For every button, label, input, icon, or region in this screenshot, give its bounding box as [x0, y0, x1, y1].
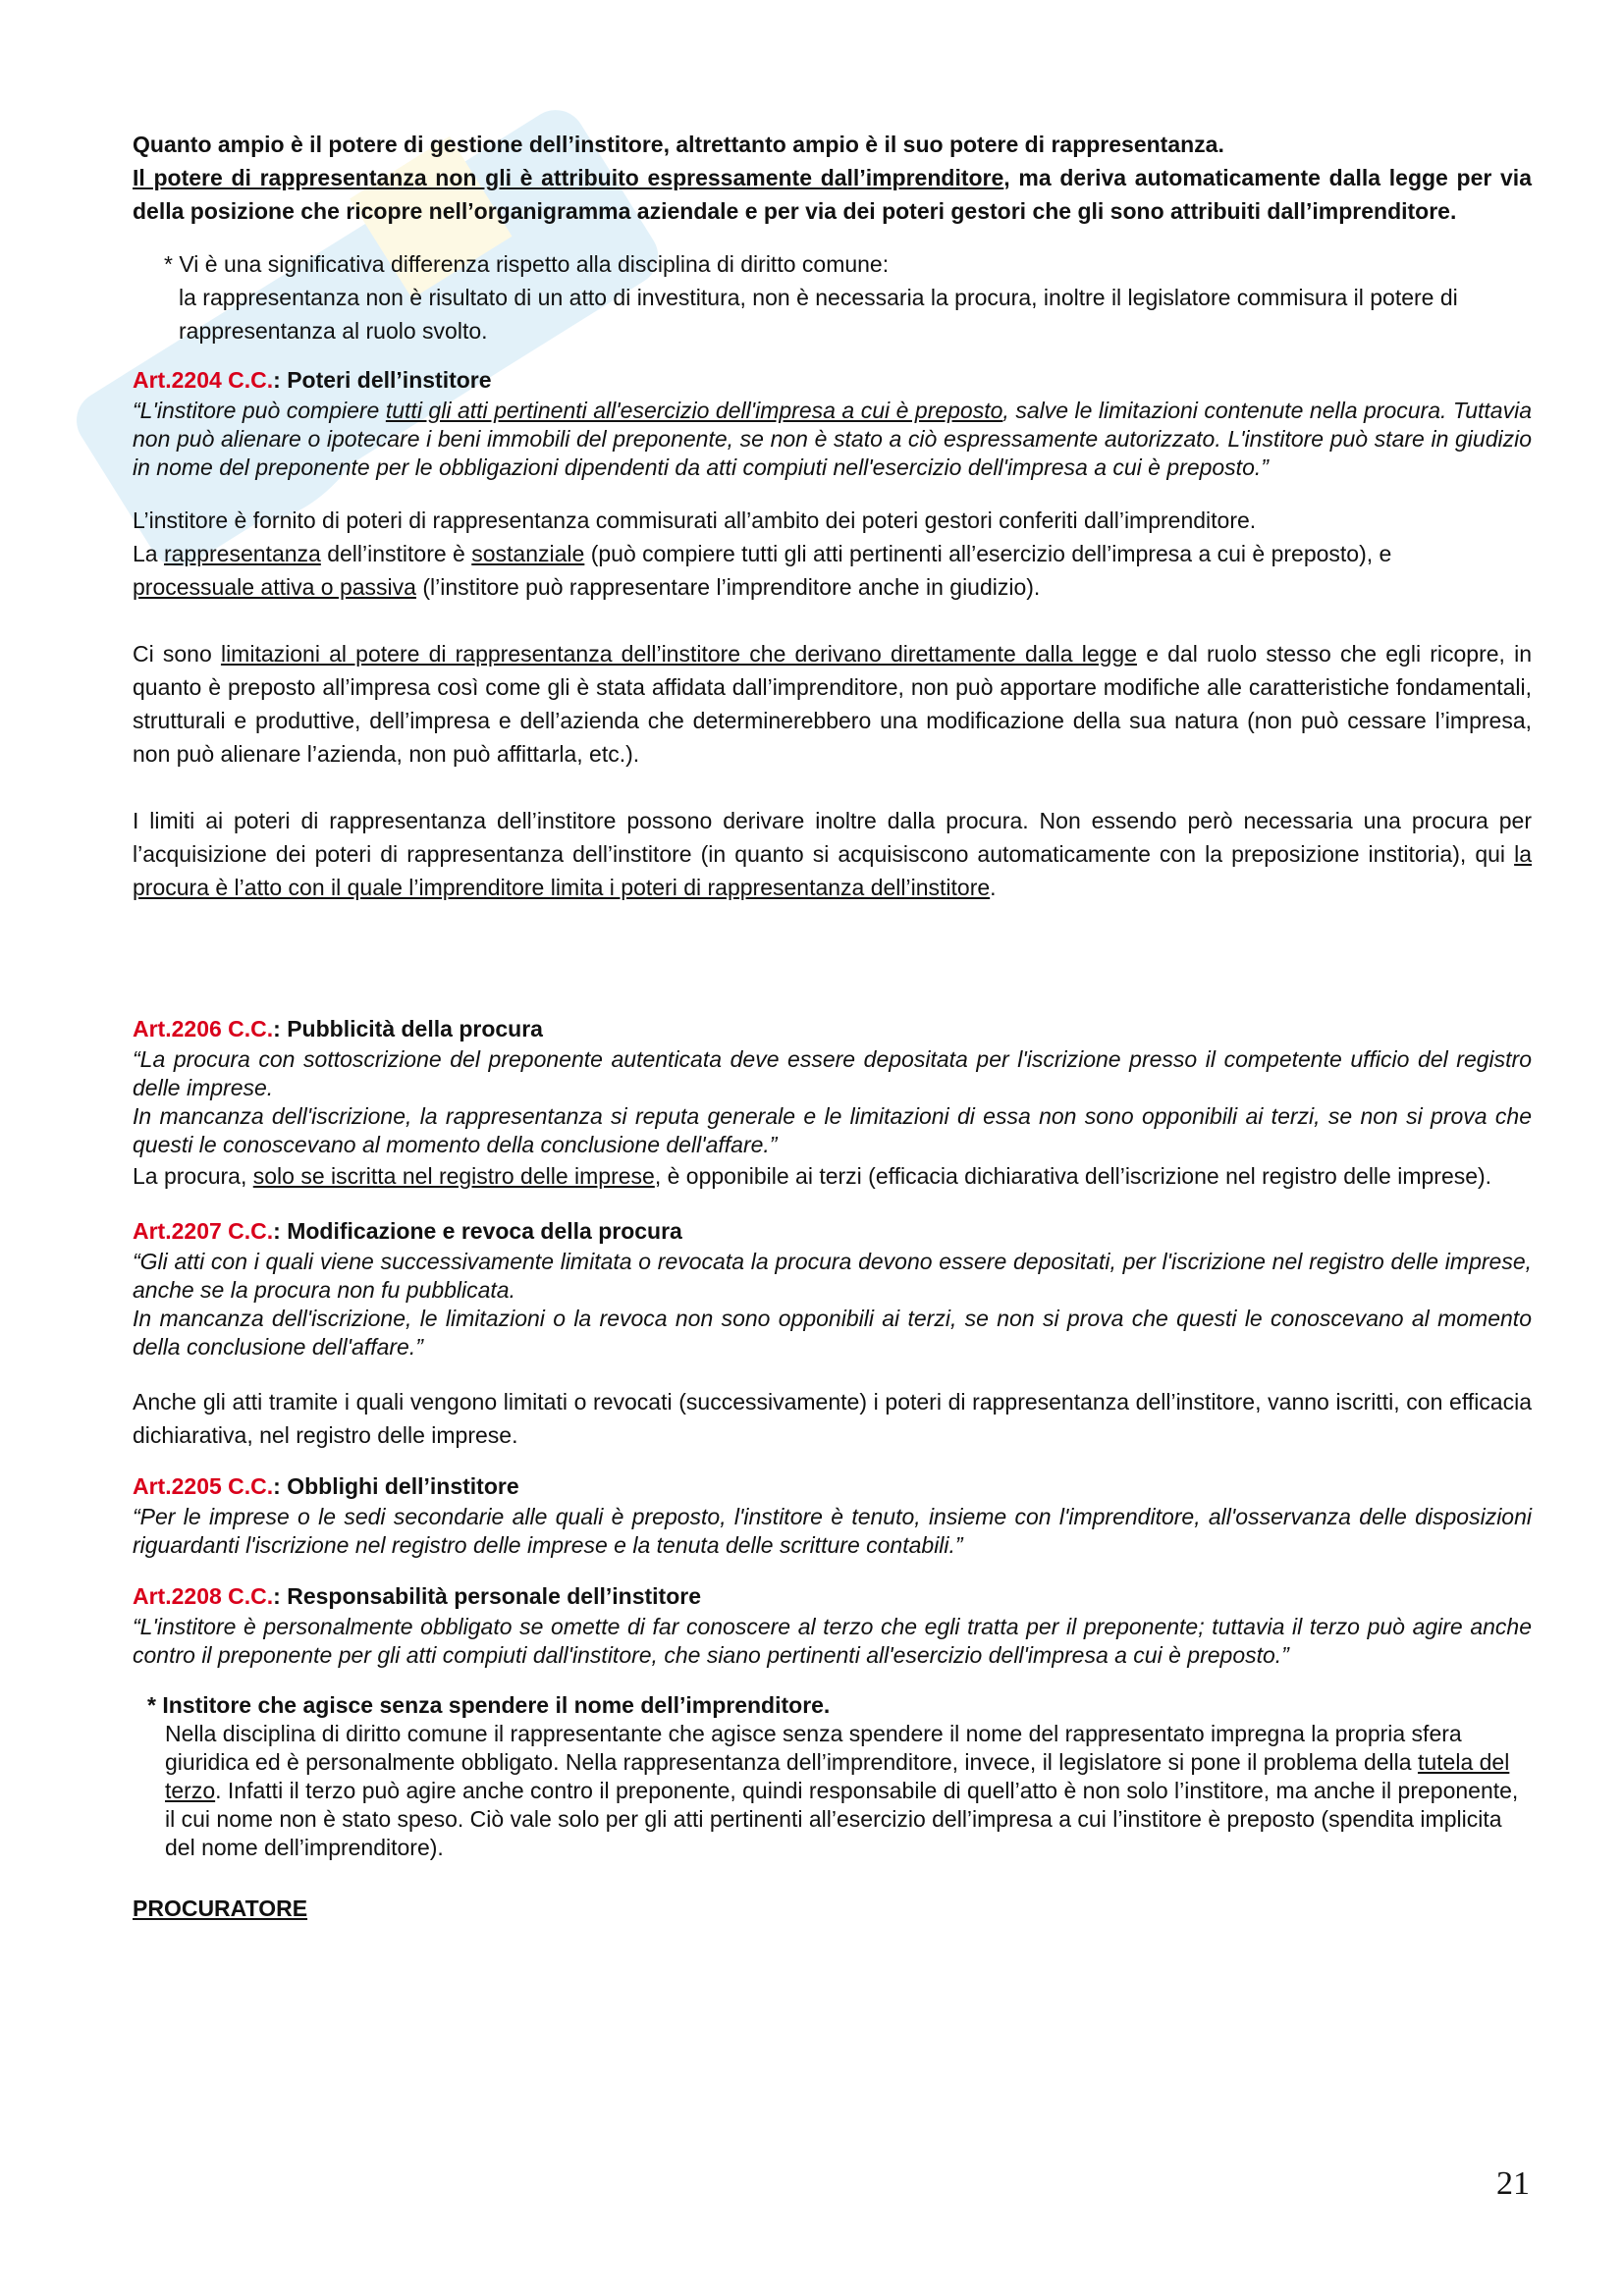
note-diritto-comune: * Vi è una significativa differenza rispetto alla disciplina di diritto comune: la rappresentanza non è risultato di un atto di investitura, non è necessaria la procura, inoltre il legislatore commisura il potere di rappresentanza al ruolo svolto.: [164, 251, 1458, 344]
page-content: [133, 128, 1532, 1925]
page-number: 21: [1496, 2165, 1530, 2202]
art2207-paragraph: Anche gli atti tramite i quali vengono limitati o revocati (successivamente) i poteri di rappresentanza dell’institore, vanno iscritti, con efficacia dichiarativa, nel registro delle imprese.: [133, 1389, 1532, 1448]
art2206-paragraph: La procura, solo se iscritta nel registro delle imprese, è opponibile ai terzi (efficacia dichiarativa dell’iscrizione nel registro delle imprese).: [133, 1163, 1492, 1189]
procuratore-heading: PROCURATORE: [133, 1896, 308, 1921]
art2204-p4: I limiti ai poteri di rappresentanza dell’institore possono derivare inoltre dalla procura. Non essendo però necessaria una procura per l’acquisizione dei poteri di rappresentanza dell’institore (in quanto si acquisiscono automaticamente con la preposizione institoria), qui la procura è l’atto con il quale l’imprenditore limita i poteri di rappresentanza dell’institore.: [133, 808, 1532, 900]
art2207-quote-2: In mancanza dell'iscrizione, le limitazioni o la revoca non sono opponibili ai terzi, se non si prova che questi le conoscevano al momento della conclusione dell'affare.”: [133, 1306, 1532, 1360]
note-institore: * Institore che agisce senza spendere il nome dell’imprenditore. Nella disciplina di diritto comune il rappresentante che agisce senza spendere il nome del rappresentato impregna la propria sfera giuridica ed è personalmente obbligato. Nella rappresentanza dell’imprenditore, invece, il legislatore si pone il problema della tutela del terzo. Infatti il terzo può agire anche contro il preponente, quindi responsabile di quell’atto è non solo l’institore, ma anche il preponente, il cui nome non è stato speso. Ciò vale solo per gli atti pertinenti all’esercizio dell’impresa a cui l’institore è preposto (spendita implicita del nome dell’imprenditore).: [147, 1692, 1519, 1860]
intro-paragraph: Il potere di rappresentanza non gli è attribuito espressamente dall’imprenditore, ma deriva automaticamente dalla legge per via della posizione che ricopre nell’organigramma aziendale e per via dei poteri gestori che gli sono attribuiti dall’imprenditore.: [133, 165, 1532, 224]
art2204-p1: L’institore è fornito di poteri di rappresentanza commisurati all’ambito dei poteri gestori conferiti dall’imprenditore.: [133, 507, 1257, 533]
art2207-heading: Art.2207 C.C.: Modificazione e revoca della procura: [133, 1218, 682, 1244]
intro-line-1: Quanto ampio è il potere di gestione dell’institore, altrettanto ampio è il suo potere di rappresentanza.: [133, 132, 1224, 157]
art2206-heading: Art.2206 C.C.: Pubblicità della procura: [133, 1016, 543, 1041]
art2205-quote: “Per le imprese o le sedi secondarie alle quali è preposto, l'institore è tenuto, insieme con l'imprenditore, all'osservanza delle disposizioni riguardanti l'iscrizione nel registro delle imprese e la tenuta delle scritture contabili.”: [133, 1504, 1532, 1558]
art2204-p2: La rappresentanza dell’institore è sostanziale (può compiere tutti gli atti pertinenti all’esercizio dell’impresa a cui è preposto), e processuale attiva o passiva (l’institore può rappresentare l’imprenditore anche in giudizio).: [133, 541, 1392, 600]
art2206-quote-1: “La procura con sottoscrizione del preponente autenticata deve essere depositata per l'iscrizione presso il competente ufficio del registro delle imprese.: [133, 1046, 1532, 1100]
art2205-heading: Art.2205 C.C.: Obblighi dell’institore: [133, 1473, 519, 1499]
art2204-quote: “L'institore può compiere tutti gli atti pertinenti all'esercizio dell'impresa a cui è preposto, salve le limitazioni contenute nella procura. Tuttavia non può alienare o ipotecare i beni immobili del preponente, se non è stato a ciò espressamente autorizzato. L'institore può stare in giudizio in nome del preponente per le obbligazioni dipendenti da atti compiuti nell'esercizio dell'impresa a cui è preposto.”: [133, 398, 1533, 480]
art2204-heading: Art.2204 C.C.: Poteri dell’institore: [133, 367, 492, 393]
art2206-quote-2: In mancanza dell'iscrizione, la rappresentanza si reputa generale e le limitazioni di essa non sono opponibili ai terzi, se non si prova che questi le conoscevano al momento della conclusione dell'affare.”: [133, 1103, 1532, 1157]
art2204-p3: Ci sono limitazioni al potere di rappresentanza dell’institore che derivano direttamente dalla legge e dal ruolo stesso che egli ricopre, in quanto è preposto all’impresa così come gli è stata affidata dall’imprenditore, non può apportare modifiche alle caratteristiche fondamentali, strutturali e produttive, dell’impresa e dell’azienda che determinerebbero una modificazione della sua natura (non può cessare l’impresa, non può alienare l’azienda, non può affittarla, etc.).: [133, 641, 1533, 767]
art2207-quote-1: “Gli atti con i quali viene successivamente limitata o revocata la procura devono essere depositati, per l'iscrizione nel registro delle imprese, anche se la procura non fu pubblicata.: [133, 1249, 1532, 1303]
art2208-quote: “L'institore è personalmente obbligato se omette di far conoscere al terzo che egli tratta per il preponente; tuttavia il terzo può agire anche contro il preponente per gli atti compiuti dall'institore, che siano pertinenti all'esercizio dell'impresa a cui è preposto.”: [133, 1614, 1532, 1668]
art2208-heading: Art.2208 C.C.: Responsabilità personale dell’institore: [133, 1583, 701, 1609]
